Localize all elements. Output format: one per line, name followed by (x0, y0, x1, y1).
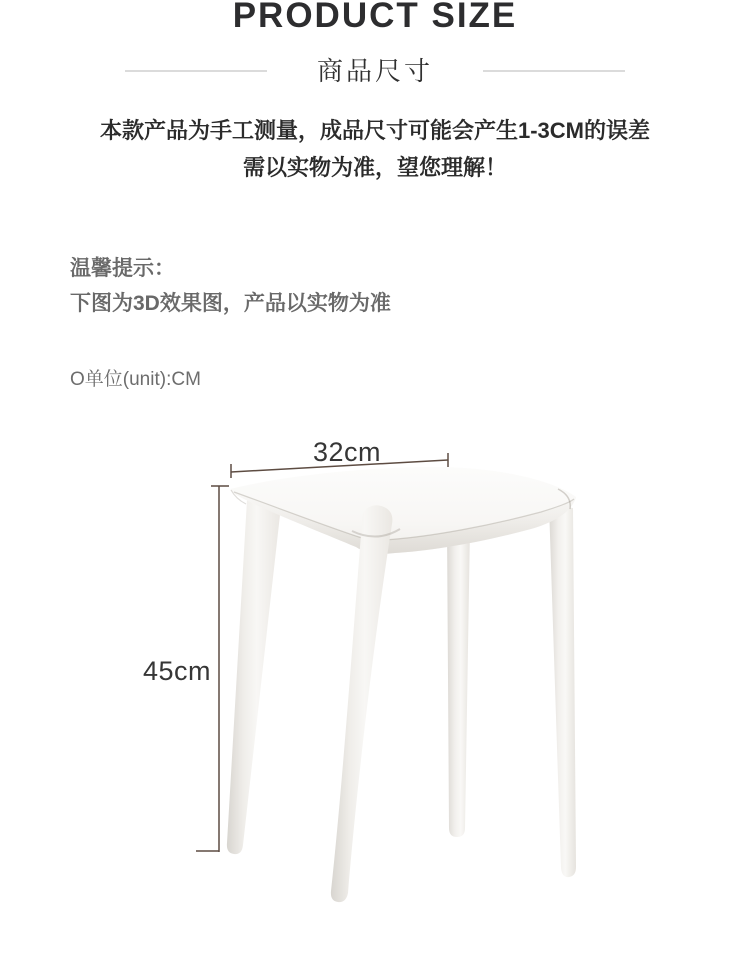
unit-note: O单位(unit):CM (70, 369, 201, 390)
disclaimer-line-1: 本款产品为手工测量，成品尺寸可能会产生1-3CM的误差 (99, 118, 650, 143)
page-subtitle: 商品尺寸 (316, 56, 433, 86)
stool-leg-front-right (549, 505, 576, 877)
stool-leg-back-left (227, 500, 281, 854)
disclaimer-line-2: 需以实物为准，望您理解！ (242, 155, 507, 180)
stool-leg-back-right (447, 525, 470, 837)
page-title: PRODUCT SIZE (232, 0, 518, 35)
width-dimension-label: 32cm (312, 437, 382, 467)
height-dimension-label: 45cm (142, 656, 212, 686)
tips-heading: 温馨提示： (70, 257, 175, 280)
stool-leg-front-left (331, 505, 393, 902)
tips-body: 下图为3D效果图，产品以实物为准 (70, 292, 391, 315)
